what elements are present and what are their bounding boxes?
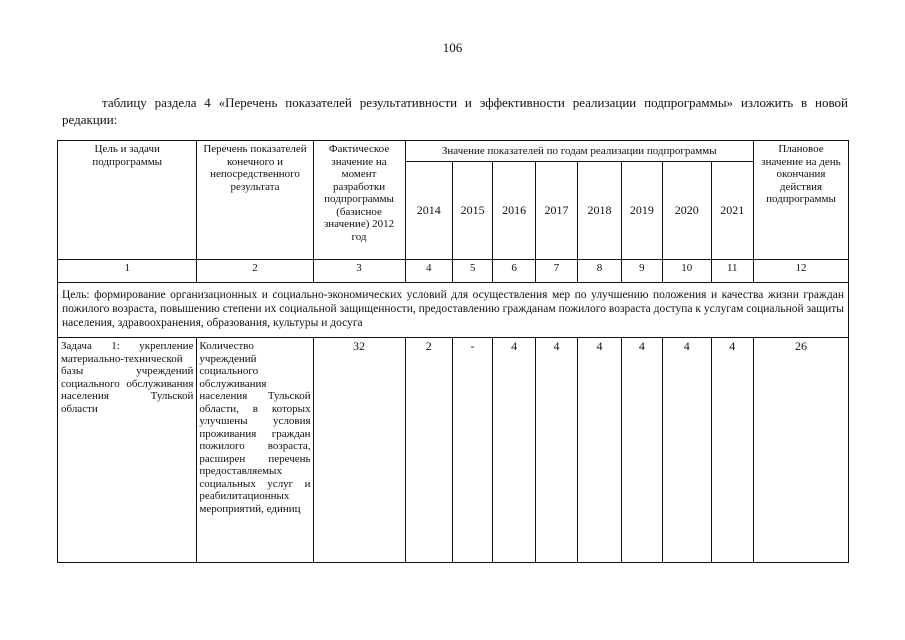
year-value: 4 <box>621 338 662 563</box>
column-number: 7 <box>535 260 577 283</box>
column-numbers-row <box>58 260 849 283</box>
intro-paragraph: таблицу раздела 4 «Перечень показателей результативности и эффективности реализации подпрограммы» изложить в новой редакции: <box>62 95 848 127</box>
column-number: 4 <box>405 260 452 283</box>
goal-text: Цель: формирование организационных и социально-экономических условий для осуществления мер по улучшению положения и качества жизни граждан пожилого возраста, повышению степени их социальной защищенности, предоставлению гражданам пожилого возраста доступа к услугам социальной защиты населения, здравоохранения, образования, культуры и досуга <box>58 283 849 338</box>
column-number: 1 <box>58 260 197 283</box>
page-number: 106 <box>442 40 463 55</box>
year-value: 4 <box>711 338 753 563</box>
year-value: - <box>452 338 492 563</box>
header-year: 2015 <box>452 162 492 260</box>
header-indicators-list: Перечень показателей конечного и непосредственного результата <box>197 141 313 260</box>
goal-row <box>58 283 849 338</box>
year-value: 4 <box>578 338 621 563</box>
year-value: 4 <box>663 338 711 563</box>
column-number: 6 <box>493 260 535 283</box>
header-goals-tasks: Цель и задачи подпрограммы <box>58 141 197 260</box>
column-number: 8 <box>578 260 621 283</box>
header-years-group: Значение показателей по годам реализации подпрограммы <box>405 141 753 162</box>
column-number: 3 <box>313 260 405 283</box>
table-row <box>58 338 849 563</box>
column-number: 12 <box>753 260 848 283</box>
column-number: 10 <box>663 260 711 283</box>
column-number: 11 <box>711 260 753 283</box>
column-number: 5 <box>452 260 492 283</box>
header-year: 2017 <box>535 162 577 260</box>
planned-value: 26 <box>753 338 848 563</box>
header-base-value: Фактическое значение на момент разработки подпрограммы (базисное значение) 2012 год <box>313 141 405 260</box>
base-value: 32 <box>313 338 405 563</box>
year-value: 4 <box>493 338 535 563</box>
year-value: 4 <box>535 338 577 563</box>
header-year: 2019 <box>621 162 662 260</box>
indicators-table <box>57 140 849 563</box>
header-year: 2021 <box>711 162 753 260</box>
header-row <box>58 141 849 162</box>
column-number: 9 <box>621 260 662 283</box>
header-planned-value: Плановое значение на день окончания действия подпрограммы <box>753 141 848 260</box>
indicator-text: Количество учреждений социального обслуживания населения Тульской области, в которых улучшены условия проживания граждан пожилого возраста, расширен перечень предоставляемых социальных услуг и реабилитационных мероприятий, единиц <box>197 338 313 563</box>
year-value: 2 <box>405 338 452 563</box>
header-year: 2020 <box>663 162 711 260</box>
task-text: Задача 1: укрепление материально-технической базы учреждений социального обслуживания населения Тульской области <box>58 338 197 563</box>
header-year: 2018 <box>578 162 621 260</box>
header-year: 2016 <box>493 162 535 260</box>
column-number: 2 <box>197 260 313 283</box>
header-year: 2014 <box>405 162 452 260</box>
